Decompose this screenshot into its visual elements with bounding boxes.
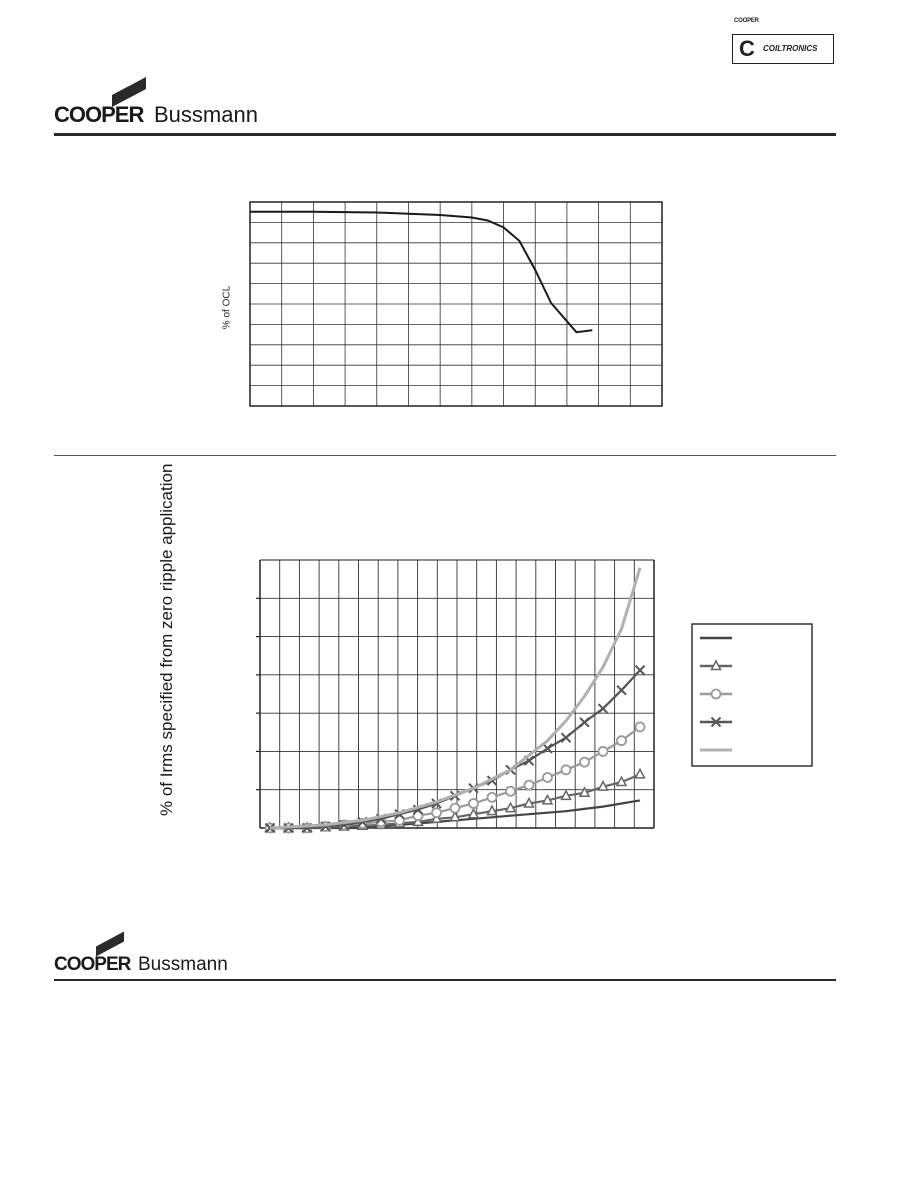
irms-chart-legend: [690, 622, 814, 768]
cross-mark: [636, 666, 645, 675]
data-point-circle: [432, 808, 441, 817]
data-point-circle: [506, 787, 515, 796]
legend-marker-circle: [712, 690, 721, 699]
data-point-cross: [562, 733, 571, 742]
data-point-circle: [636, 722, 645, 731]
brand-bussmann-text: Bussmann: [154, 102, 258, 127]
partner-logo-text: COILTRONICS: [763, 44, 818, 53]
data-point-cross: [580, 718, 589, 727]
brand-bussmann-text: Bussmann: [138, 954, 228, 975]
cross-mark: [599, 704, 608, 713]
partner-logo-box: [732, 34, 834, 64]
ocl-chart-ylabel: % of OCL: [221, 285, 233, 330]
data-point-circle: [599, 747, 608, 756]
irms-chart-ylabel: % of Irms specified from zero ripple application: [157, 463, 176, 816]
logo-slash-icon: [96, 932, 124, 957]
cooper-bussmann-logo-header: [54, 84, 314, 127]
data-point-cross: [636, 666, 645, 675]
cross-mark: [562, 733, 571, 742]
footer-rule: [54, 979, 836, 981]
data-point-circle: [451, 804, 460, 813]
c-logo-icon: C: [739, 36, 755, 61]
data-point-circle: [580, 758, 589, 767]
partner-logo-small-text: COOPER: [734, 18, 759, 24]
brand-cooper-text: COOPER: [54, 102, 144, 127]
section-divider: [54, 455, 836, 456]
ocl-chart: [240, 196, 672, 412]
data-point-triangle: [636, 769, 645, 778]
data-point-cross: [617, 686, 626, 695]
data-point-circle: [469, 799, 478, 808]
cooper-bussmann-logo-footer: [54, 935, 314, 975]
ocl-series-line: [250, 212, 592, 333]
header-rule: [54, 133, 836, 136]
data-point-circle: [617, 736, 626, 745]
data-point-circle: [525, 781, 534, 790]
data-point-cross: [599, 704, 608, 713]
coiltronics-logo: [730, 16, 836, 66]
brand-cooper-text: COOPER: [54, 954, 131, 975]
data-point-circle: [562, 765, 571, 774]
data-point-circle: [488, 793, 497, 802]
cross-mark: [617, 686, 626, 695]
cross-mark: [580, 718, 589, 727]
irms-chart: [250, 552, 670, 838]
data-point-circle: [543, 773, 552, 782]
